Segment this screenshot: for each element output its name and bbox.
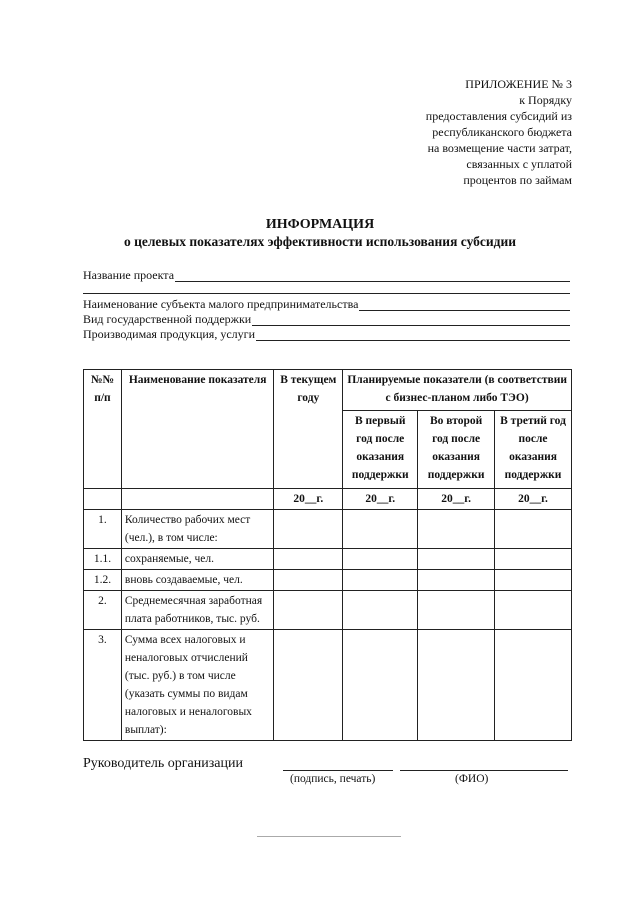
table-row [84, 510, 572, 549]
document-title: ИНФОРМАЦИЯ [265, 217, 375, 232]
support-type-label: Вид государственной поддержки [83, 312, 252, 326]
header-name: Наименование показателя [121, 370, 274, 489]
row-num: 2. [84, 591, 122, 630]
row-name: Количество рабочих мест (чел.), в том числе: [121, 510, 274, 549]
signature-caption: (подпись, печать) [290, 773, 376, 785]
products-line [256, 329, 570, 341]
table-row [84, 591, 572, 630]
row-num: 1.1. [84, 549, 122, 570]
value-cell[interactable] [274, 591, 343, 630]
name-caption: (ФИО) [455, 773, 489, 785]
appendix-line: ПРИЛОЖЕНИЕ № 3 [465, 77, 572, 91]
row-name: вновь создаваемые, чел. [121, 570, 274, 591]
footer-divider [257, 836, 401, 837]
header-current: В текущем году [274, 370, 343, 489]
value-cell[interactable] [274, 549, 343, 570]
year-label-current: 20__г. [274, 489, 343, 510]
header-year1: В первый год после оказания поддержки [343, 410, 418, 488]
value-cell[interactable] [343, 570, 418, 591]
value-cell[interactable] [495, 510, 572, 549]
value-cell[interactable] [495, 570, 572, 591]
subject-name-line [359, 299, 570, 311]
value-cell[interactable] [274, 570, 343, 591]
row-name: Среднемесячная заработная плата работников, тыс. руб. [121, 591, 274, 630]
header-year2: Во второй год после оказания поддержки [418, 410, 495, 488]
header-planned: Планируемые показатели (в соответствии с бизнес-планом либо ТЭО) [343, 370, 572, 411]
support-type-line [252, 314, 570, 326]
value-cell[interactable] [418, 510, 495, 549]
value-cell[interactable] [418, 570, 495, 591]
signature-label: Руководитель организации [83, 756, 243, 771]
value-cell[interactable] [343, 591, 418, 630]
value-cell[interactable] [418, 630, 495, 741]
project-name-field[interactable] [83, 268, 570, 282]
project-name-line [175, 270, 570, 282]
value-cell[interactable] [274, 510, 343, 549]
blank-cell [84, 489, 122, 510]
signature-line[interactable] [283, 770, 393, 771]
document-subtitle: о целевых показателях эффективности использования субсидии [123, 234, 517, 249]
value-cell[interactable] [495, 591, 572, 630]
row-num: 1.2. [84, 570, 122, 591]
row-name: Сумма всех налоговых и неналоговых отчислений (тыс. руб.) в том числе (указать суммы по видам налоговых и неналоговых выплат): [121, 630, 274, 741]
subject-name-label: Наименование субъекта малого предпринимательства [83, 297, 359, 311]
header-num: №№ п/п [84, 370, 122, 489]
value-cell[interactable] [495, 630, 572, 741]
year-label-year1: 20__г. [343, 489, 418, 510]
row-name: сохраняемые, чел. [121, 549, 274, 570]
value-cell[interactable] [274, 630, 343, 741]
indicators-table [83, 369, 572, 741]
value-cell[interactable] [343, 510, 418, 549]
value-cell[interactable] [418, 591, 495, 630]
year-label-year3: 20__г. [495, 489, 572, 510]
value-cell[interactable] [343, 630, 418, 741]
project-name-label: Название проекта [83, 268, 175, 282]
table-row [84, 630, 572, 741]
appendix-line: к Порядку [519, 93, 572, 107]
name-line[interactable] [400, 770, 568, 771]
table-row [84, 549, 572, 570]
appendix-line: предоставления субсидий из [425, 109, 572, 123]
row-num: 3. [84, 630, 122, 741]
row-num: 1. [84, 510, 122, 549]
value-cell[interactable] [495, 549, 572, 570]
header-year3: В третий год после оказания поддержки [495, 410, 572, 488]
appendix-line: республиканского бюджета [432, 125, 572, 139]
appendix-line: процентов по займам [463, 173, 572, 187]
products-label: Производимая продукция, услуги [83, 327, 255, 341]
year-label-year2: 20__г. [418, 489, 495, 510]
blank-line [83, 293, 570, 294]
blank-cell [121, 489, 274, 510]
table-row [84, 570, 572, 591]
appendix-header [426, 76, 572, 188]
value-cell[interactable] [343, 549, 418, 570]
subject-name-field[interactable] [83, 297, 570, 311]
support-type-field[interactable] [83, 312, 570, 326]
appendix-line: связанных с уплатой [466, 157, 572, 171]
appendix-line: на возмещение части затрат, [427, 141, 572, 155]
products-field[interactable] [83, 327, 570, 341]
value-cell[interactable] [418, 549, 495, 570]
